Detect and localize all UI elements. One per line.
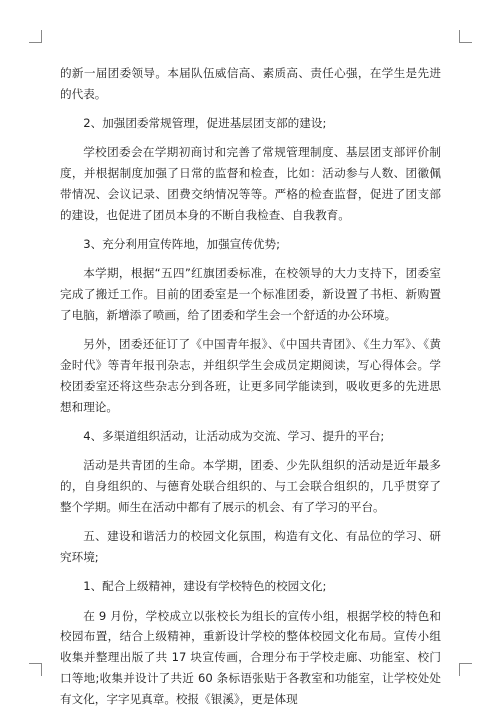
section-heading: 3、充分利用宣传阵地，加强宣传优势; — [83, 237, 280, 252]
paragraph: 本学期，根据“五四”红旗团委标准，在校领导的大力支持下，团委室完成了搬迁工作。目前的团委室是一个标准团委，新设置了书柜、新购置了电脑，新增添了喷画，给了团委和学生会一个舒适的办公环境。 — [60, 266, 441, 322]
section-heading: 4、多渠道组织活动，让活动成为交流、学习、提升的平台; — [83, 428, 385, 443]
crop-mark-top-left — [29, 30, 42, 43]
crop-mark-bottom-right — [459, 663, 472, 676]
paragraph: 在 9 月份，学校成立以张校长为组长的宣传小组，根据学校的特色和校园布置，结合上级精神，重新设计学校的整体校园文化布局。宣传小组收集并整理出版了共 17 块宣传画，合理分布于学校走廊、功能室、校门口等地;收集并设计了共近 60 条标语张贴于各教室和功能室，让学校处处有文化，字字见真章。校报《银溪》，更是体现 — [60, 608, 441, 706]
crop-mark-bottom-left — [29, 663, 42, 676]
document-body — [60, 63, 441, 718]
section-heading: 1、配合上级精神，建设有学校特色的校园文化; — [83, 579, 327, 594]
paragraph: 学校团委会在学期初商讨和完善了常规管理制度、基层团支部评价制度，并根据制度加强了日常的监督和检查，比如：活动参与人数、团徽佩带情况、会议记录、团费交纳情况等等。严格的检查监督，促进了团支部的建设，也促进了团员本身的不断自我检查、自我教育。 — [60, 145, 441, 222]
crop-mark-top-right — [459, 30, 472, 43]
paragraph: 活动是共青团的生命。本学期，团委、少先队组织的活动是近年最多的，自身组织的、与德育处联合组织的、与工会联合组织的，几乎贯穿了整个学期。师生在活动中都有了展示的机会、有了学习的平台。 — [60, 458, 441, 514]
section-heading: 2、加强团委常规管理，促进基层团支部的建设; — [83, 116, 327, 131]
paragraph: 的新一届团委领导。本届队伍威信高、素质高、责任心强，在学生是先进的代表。 — [60, 66, 441, 101]
paragraph: 另外，团委还征订了《中国青年报》、《中国共青团》、《生力军》、《黄金时代》等青年报刊杂志，并组织学生会成员定期阅读，写心得体会。学校团委室还将这些杂志分到各班，让更多同学能读到，吸收更多的先进思想和理论。 — [60, 337, 441, 414]
section-heading: 五、建设和谐活力的校园文化氛围，构造有文化、有品位的学习、研究环境; — [60, 529, 441, 564]
